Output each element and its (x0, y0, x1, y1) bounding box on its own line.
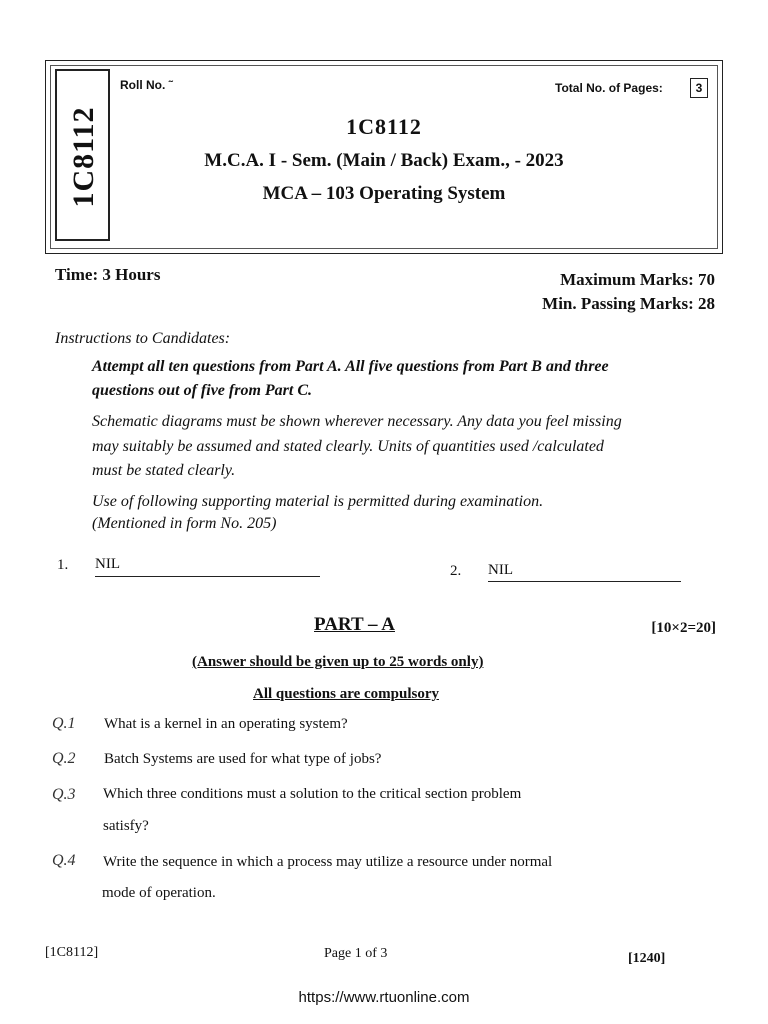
maximum-marks: Maximum Marks: 70 (560, 270, 715, 289)
total-pages-value: 3 (690, 78, 708, 98)
total-pages-label: Total No. of Pages: (555, 81, 663, 95)
question-2-text: Batch Systems are used for what type of jobs? (104, 751, 382, 767)
instruction-line-1: Attempt all ten questions from Part A. All five questions from Part B and three (92, 358, 609, 375)
exam-title: M.C.A. I - Sem. (Main / Back) Exam., - 2023 (204, 150, 564, 171)
instruction-line-3: Schematic diagrams must be shown wherever necessary. Any data you feel missing (92, 413, 622, 430)
part-a-note: (Answer should be given up to 25 words only) (192, 654, 484, 670)
part-a-title: PART – A (314, 614, 395, 635)
instruction-line-4: may suitably be assumed and stated clearly. Units of quantities used /calculated (92, 438, 604, 455)
question-1-mark: Q.1 (52, 715, 76, 732)
footer-paper-code: [1C8112] (45, 945, 99, 960)
roll-number-label: Roll No. ˜ (120, 78, 173, 92)
instruction-line-5: must be stated clearly. (92, 462, 236, 479)
instruction-line-2: questions out of five from Part C. (92, 382, 313, 399)
instructions-heading: Instructions to Candidates: (55, 330, 231, 347)
instruction-line-7: (Mentioned in form No. 205) (92, 515, 277, 532)
material-1-line (95, 576, 320, 577)
part-a-marks: [10×2=20] (651, 620, 716, 636)
question-3-text-line-1: Which three conditions must a solution to the critical section problem (103, 786, 522, 802)
material-2-number: 2. (450, 563, 462, 579)
material-2-value: NIL (488, 562, 513, 578)
footer-page-number: Page 1 of 3 (324, 946, 388, 961)
instruction-line-6: Use of following supporting material is permitted during examination. (92, 493, 544, 510)
question-2-mark: Q.2 (52, 750, 76, 767)
paper-code-vertical: 1C8112 (67, 106, 100, 208)
min-passing-marks: Min. Passing Marks: 28 (542, 294, 715, 313)
question-4-mark: Q.4 (52, 852, 76, 869)
paper-code: 1C8112 (346, 114, 422, 139)
exam-duration: Time: 3 Hours (55, 265, 161, 284)
question-1-text: What is a kernel in an operating system? (104, 716, 348, 732)
footer-url: https://www.rtuonline.com (298, 989, 470, 1006)
footer-number: [1240] (628, 951, 666, 966)
question-3-text-line-2: satisfy? (103, 818, 149, 834)
question-3-mark: Q.3 (52, 786, 76, 803)
subject-title: MCA – 103 Operating System (262, 183, 506, 204)
question-4-text-line-2: mode of operation. (102, 885, 216, 901)
part-a-compulsory: All questions are compulsory (253, 686, 439, 702)
material-1-number: 1. (57, 557, 69, 573)
question-4-text-line-1: Write the sequence in which a process may utilize a resource under normal (103, 854, 553, 870)
material-1-value: NIL (95, 556, 120, 572)
material-2-line (488, 581, 681, 582)
